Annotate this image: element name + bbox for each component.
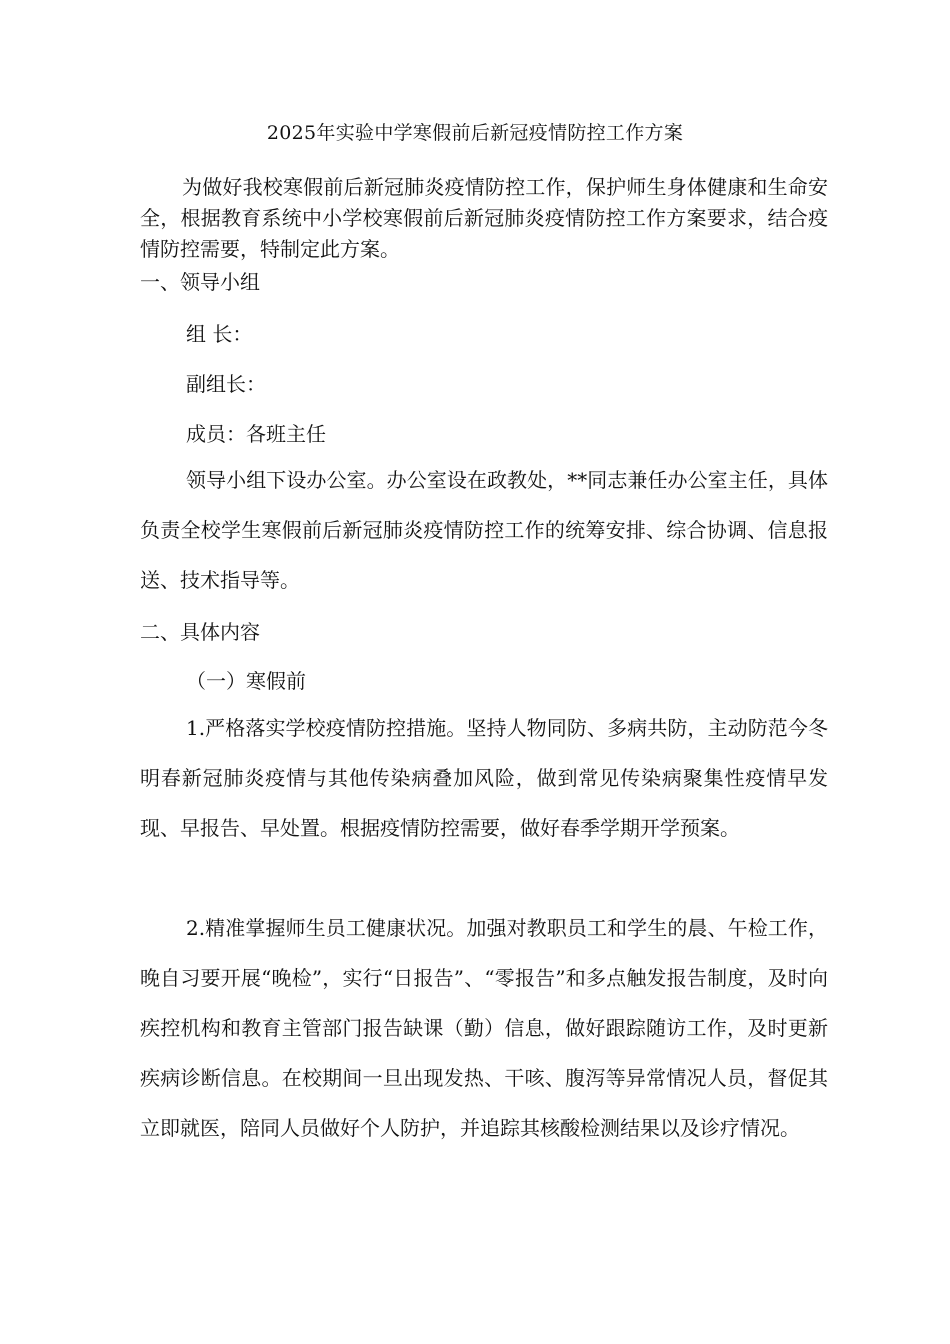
item-2-paragraph: 2.精准掌握师生员工健康状况。加强对教职员工和学生的晨、午检工作，晚自习要开展“晚检”，实行“日报告”、“零报告”和多点触发报告制度，及时向疾控机构和教育主管部门报告缺课（勤）信息，做好跟踪随访工作，及时更新疾病诊断信息。在校期间一旦出现发热、干咳、腹泻等异常情况人员，督促其立即就医，陪同人员做好个人防护，并追踪其核酸检测结果以及诊疗情况。 — [140, 916, 828, 1140]
office-paragraph: 领导小组下设办公室。办公室设在政教处，**同志兼任办公室主任，具体负责全校学生寒假前后新冠肺炎疫情防控工作的统筹安排、综合协调、信息报送、技术指导等。 — [140, 468, 828, 592]
section-heading-leadership: 一、领导小组 — [140, 270, 260, 294]
section-heading-content: 二、具体内容 — [140, 620, 260, 644]
members-line: 成员：各班主任 — [186, 422, 326, 446]
document-title: 2025年实验中学寒假前后新冠疫情防控工作方案 — [266, 122, 684, 144]
intro-paragraph: 为做好我校寒假前后新冠肺炎疫情防控工作，保护师生身体健康和生命安全，根据教育系统中小学校寒假前后新冠肺炎疫情防控工作方案要求，结合疫情防控需要，特制定此方案。 — [140, 175, 828, 261]
deputy-leader-line: 副组长： — [186, 372, 266, 396]
leader-line: 组 长： — [186, 322, 253, 346]
item-1-paragraph: 1.严格落实学校疫情防控措施。坚持人物同防、多病共防，主动防范今冬明春新冠肺炎疫情与其他传染病叠加风险，做到常见传染病聚集性疫情早发现、早报告、早处置。根据疫情防控需要，做好春季学期开学预案。 — [140, 716, 828, 840]
subsection-heading-before-holiday: （一）寒假前 — [186, 669, 306, 693]
